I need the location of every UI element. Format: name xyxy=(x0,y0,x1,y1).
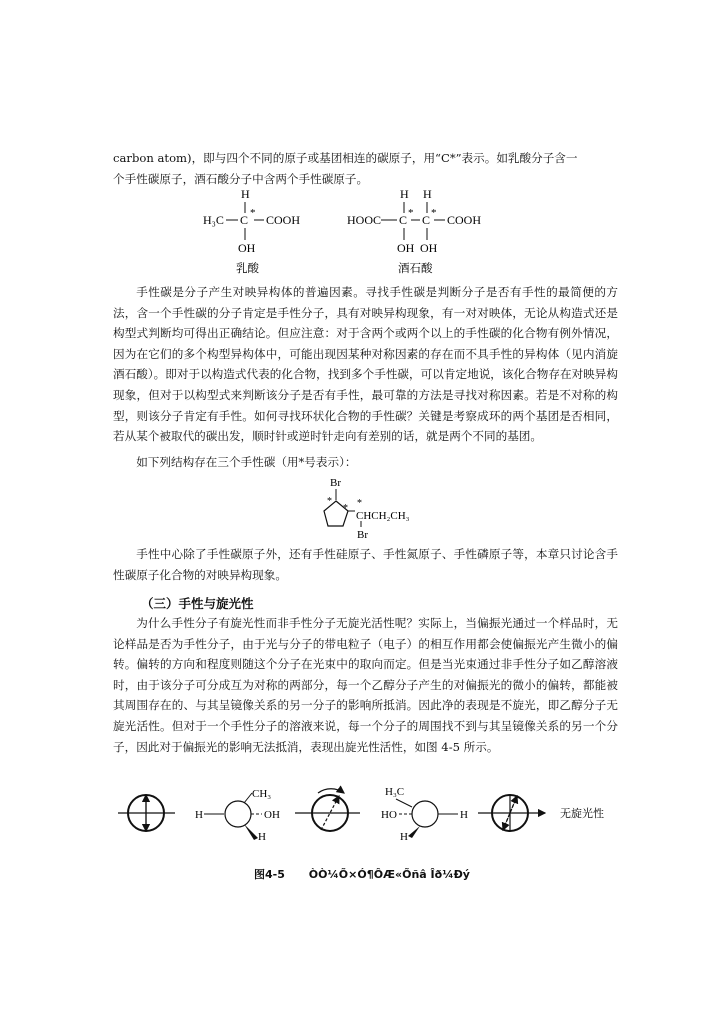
lactic-star: * xyxy=(250,207,256,219)
ethanol-newman-1 xyxy=(195,788,280,843)
tartaric-star-2: * xyxy=(431,207,437,219)
fig-h-bottom: H xyxy=(258,831,266,843)
figure-4-5 xyxy=(0,780,724,850)
tartaric-h-1: H xyxy=(400,187,409,201)
fig-h-left: H xyxy=(195,809,203,821)
tartaric-hooc: HOOC xyxy=(347,213,382,227)
paragraph-optical-activity: 为什么手性分子有旋光性而非手性分子无旋光活性呢？实际上，当偏振光通过一个样品时，无论样品是否为手性分子，由于光与分子的带电粒子（电子）的相互作用都会使偏振光产生微小的偏转。偏转的方向和程度则随这个分子在光束中的取向而定。但是当光束通过非手性分子如乙醇溶液时，由于该分子可分成互为对称的两部分，每一个乙醇分子产生的对偏振光的微小的偏转，都能被其周围存在的、与其呈镜像关系的另一分子的影响所抵消。因此净的表现是不旋光，即乙醇分子无旋光活性。但对于一个手性分子的溶液来说，每一个分子的周围找不到与其呈镜像关系的另一个分子，因此对于偏振光的影响无法抵消，表现出旋光性活性，如图 4-5 所示。 xyxy=(113,616,618,754)
figure-caption xyxy=(0,866,724,882)
tartaric-star-1: * xyxy=(408,207,414,219)
figure-caption-text: ÒÒ¼Õ×Ó¶ÔÆ«Õñâ Îð¼Ðý xyxy=(308,868,470,881)
fig-oh: OH xyxy=(264,809,280,821)
beam-3 xyxy=(478,795,604,831)
lactic-oh: OH xyxy=(238,241,256,255)
tartaric-oh-1: OH xyxy=(397,241,415,255)
acid-structures xyxy=(0,186,724,276)
tartaric-h-2: H xyxy=(423,187,432,201)
tartaric-name: 酒石酸 xyxy=(398,263,433,275)
tartaric-c-2: C xyxy=(422,213,431,227)
ring-side-chain: CHCH₂CH₃ xyxy=(356,510,410,522)
lactic-h: H xyxy=(241,187,250,201)
section-title: （三）手性与旋光性 xyxy=(141,596,254,611)
fig-no-rotation: 无旋光性 xyxy=(560,808,604,820)
paragraph-chiral-centers: 手性中心除了手性碳原子外，还有手性硅原子、手性氮原子、手性磷原子等，本章只讨论含手性碳原子化合物的对映异构现象。 xyxy=(113,547,618,582)
beam-2 xyxy=(295,789,360,831)
fig-h3c: H₃C xyxy=(385,786,405,798)
ethanol-newman-2 xyxy=(381,786,468,843)
figure-caption-label: 图4-5 xyxy=(254,868,285,881)
tartaric-acid-structure xyxy=(347,187,481,275)
lactic-cooh: COOH xyxy=(266,213,301,227)
tartaric-cooh: COOH xyxy=(447,213,482,227)
ring-star-2: * xyxy=(343,503,348,514)
tartaric-oh-2: OH xyxy=(420,241,438,255)
paragraph-chiral-carbon: 手性碳是分子产生对映异构体的普遍因素。寻找手性碳是判断分子是否有手性的最简便的方法，含一个手性碳的分子肯定是手性分子，具有对映异构现象，有一对对映体，无论从构造式还是构型式判断均可得出正确结论。但应注意：对于含两个或两个以上的手性碳的化合物有例外情况，因为在它们的多个构型异构体中，可能出现因某种对称因素的存在而不具手性的异构体（见内消旋酒石酸）。即对于以构造式代表的化合物，找到多个手性碳，可以肯定地说，该化合物存在对映异构现象，但对于以构型式来判断该分子是否有手性，最可靠的方法是寻找对称因素。若是不对称的构型，则该分子肯定有手性。如何寻找环状化合物的手性碳？关键是考察成环的两个基团是否相同，若从某个被取代的碳出发，顺时针或逆时针走向有差别的话，就是两个不同的基团。 xyxy=(113,285,618,444)
lactic-acid-structure xyxy=(203,187,300,275)
lactic-name: 乳酸 xyxy=(236,263,259,275)
intro-text xyxy=(113,148,618,189)
lactic-ch3: H₃C xyxy=(203,213,224,227)
beam-1 xyxy=(118,795,175,831)
ring-br-top: Br xyxy=(330,477,341,489)
lactic-c: C xyxy=(240,213,249,227)
intro-line-2: 个手性碳原子，酒石酸分子中含两个手性碳原子。 xyxy=(113,171,369,186)
paragraph-example-intro: 如下列结构存在三个手性碳（用*号表示）： xyxy=(136,455,357,469)
fig-ho: HO xyxy=(381,809,397,821)
fig-ch3: CH₃ xyxy=(252,788,272,800)
cyclopentane-structure xyxy=(290,474,430,540)
tartaric-c-1: C xyxy=(399,213,408,227)
fig-h-right: H xyxy=(460,809,468,821)
ring-star-3: * xyxy=(357,498,362,509)
ring-br-bottom: Br xyxy=(357,529,368,540)
fig-h-bottom-2: H xyxy=(400,831,408,843)
intro-line-1: carbon atom)，即与四个不同的原子或基团相连的碳原子，用“C*”表示。如乳酸分子含一 xyxy=(113,151,578,165)
ring-star-1: * xyxy=(327,496,332,507)
